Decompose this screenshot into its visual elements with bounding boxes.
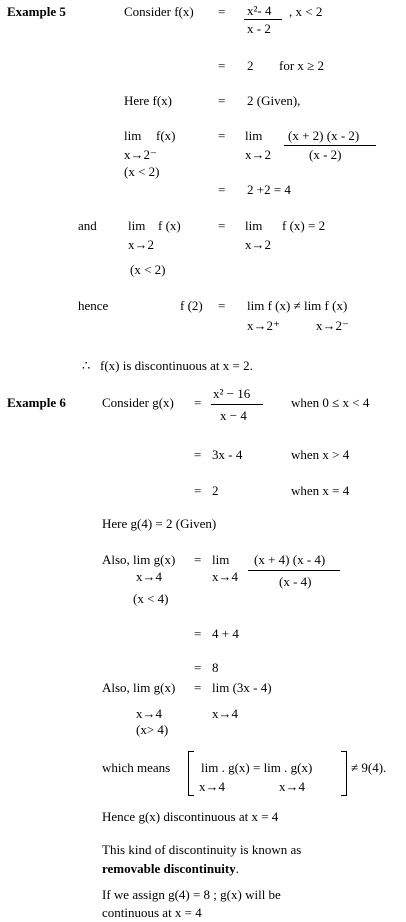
example5-label: Example 5	[7, 4, 66, 19]
example6-consider: Consider g(x)	[102, 395, 174, 410]
example5-sum: 2 +2 = 4	[247, 182, 291, 197]
example6-frac-num: x² − 16	[213, 386, 251, 401]
example6-frac-den: x − 4	[220, 408, 247, 423]
example6-eq1: =	[194, 395, 202, 410]
example5-eq1: =	[218, 4, 226, 19]
example5-frac-line	[244, 19, 282, 20]
example6-kind2: removable discontinuity	[102, 861, 236, 876]
example5-lim4: lim	[245, 218, 263, 233]
example5-f2: f (2)	[180, 298, 203, 313]
example6-also-lim2: Also, lim g(x)	[102, 680, 176, 695]
example5-fx1: f(x)	[156, 128, 176, 143]
example6-also-lim1: Also, lim g(x)	[102, 552, 176, 567]
example6-assign2: continuous at x = 4	[102, 905, 202, 920]
example6-x-to-4b: x→4	[212, 569, 238, 584]
example6-val3: 2	[212, 483, 219, 498]
example6-x-gt-4: (x> 4)	[136, 722, 169, 737]
example6-kind2-end: .	[235, 861, 239, 876]
example5-lim1: lim	[124, 128, 142, 143]
example5-x-to-2b: x→2	[128, 237, 154, 252]
example5-x-to-2a: x→2	[245, 147, 271, 162]
example5-eq5: =	[218, 182, 226, 197]
example5-frac-num: x²- 4	[247, 3, 272, 18]
example5-given: 2 (Given),	[247, 93, 301, 108]
example6-cond3: when x = 4	[291, 483, 350, 498]
example5-x-to-2-minus: x→2⁻	[124, 147, 157, 162]
example6-x-to-4c: x→4	[136, 706, 162, 721]
example5-result2: f (x) = 2	[282, 218, 326, 233]
example5-cancel-num: (x + 2) (x - 2)	[288, 128, 360, 143]
example5-frac-den: x - 2	[247, 21, 271, 36]
example5-x-to-2-plus: x→2⁺	[247, 318, 280, 333]
example6-which-means: which means	[102, 760, 171, 775]
example6-neq-g: ≠ 9(4).	[351, 760, 387, 775]
example6-x-lt-4: (x < 4)	[133, 591, 169, 606]
example6-sum: 4 + 4	[212, 626, 239, 641]
example5-val2: 2	[247, 58, 254, 73]
example6-frac-line	[211, 404, 263, 405]
example6-here: Here g(4) = 2 (Given)	[102, 516, 217, 531]
example6-label: Example 6	[7, 395, 66, 410]
example6-eq6: =	[194, 660, 202, 675]
example6-cancel-den: (x - 4)	[279, 574, 312, 589]
example6-x-to-4d: x→4	[212, 706, 238, 721]
example5-conclusion: f(x) is discontinuous at x = 2.	[100, 358, 253, 373]
example6-cond1: when 0 ≤ x < 4	[291, 395, 370, 410]
example6-kind2-line	[102, 861, 239, 876]
example6-left-bracket	[188, 751, 194, 796]
example6-x-to-4a: x→4	[136, 569, 162, 584]
example6-bracket-expr: lim . g(x) = lim . g(x)	[201, 760, 313, 775]
example6-kind1: This kind of discontinuity is known as	[102, 842, 302, 857]
example6-hence: Hence g(x) discontinuous at x = 4	[102, 809, 279, 824]
example6-bracket-x-to-4b: x→4	[279, 779, 305, 794]
example5-eq4: =	[218, 128, 226, 143]
example5-x-to-2c: x→2	[245, 237, 271, 252]
example5-x-lt-2: (x < 2)	[124, 164, 160, 179]
example6-eq7: =	[194, 680, 202, 695]
example5-x-lt-2b: (x < 2)	[130, 262, 166, 277]
example5-lim2: lim	[245, 128, 263, 143]
example6-eq2: =	[194, 447, 202, 462]
example6-eq5: =	[194, 626, 202, 641]
example6-lim-3x: lim (3x - 4)	[212, 680, 272, 695]
example6-assign1: If we assign g(4) = 8 ; g(x) will be	[102, 887, 281, 902]
example6-val2: 3x - 4	[212, 447, 243, 462]
example5-eq7: =	[218, 298, 226, 313]
example5-here: Here f(x)	[124, 93, 172, 108]
example5-cancel-line	[284, 145, 376, 146]
example6-right-bracket	[341, 751, 347, 796]
example5-eq6: =	[218, 218, 226, 233]
example5-cond2: for x ≥ 2	[279, 58, 325, 73]
example5-cancel-den: (x - 2)	[309, 147, 342, 162]
example5-neq-expr: lim f (x) ≠ lim f (x)	[247, 298, 348, 313]
example5-therefore: ∴	[82, 358, 91, 373]
example5-x-to-2-minus-b: x→2⁻	[316, 318, 349, 333]
example5-eq2: =	[218, 58, 226, 73]
example5-eq3: =	[218, 93, 226, 108]
example6-cancel-line	[248, 570, 340, 571]
example5-lim3: lim	[128, 218, 146, 233]
example6-bracket-x-to-4a: x→4	[199, 779, 225, 794]
example6-eq4: =	[194, 552, 202, 567]
example6-lim1: lim	[212, 552, 230, 567]
example6-cond2: when x > 4	[291, 447, 350, 462]
example5-fx2: f (x)	[158, 218, 181, 233]
example6-cancel-num: (x + 4) (x - 4)	[254, 552, 326, 567]
example6-eq3: =	[194, 483, 202, 498]
example6-eight: 8	[212, 660, 219, 675]
example5-consider: Consider f(x)	[124, 4, 194, 19]
example5-and: and	[78, 218, 97, 233]
example5-hence: hence	[78, 298, 109, 313]
example5-cond1: , x < 2	[289, 4, 323, 19]
